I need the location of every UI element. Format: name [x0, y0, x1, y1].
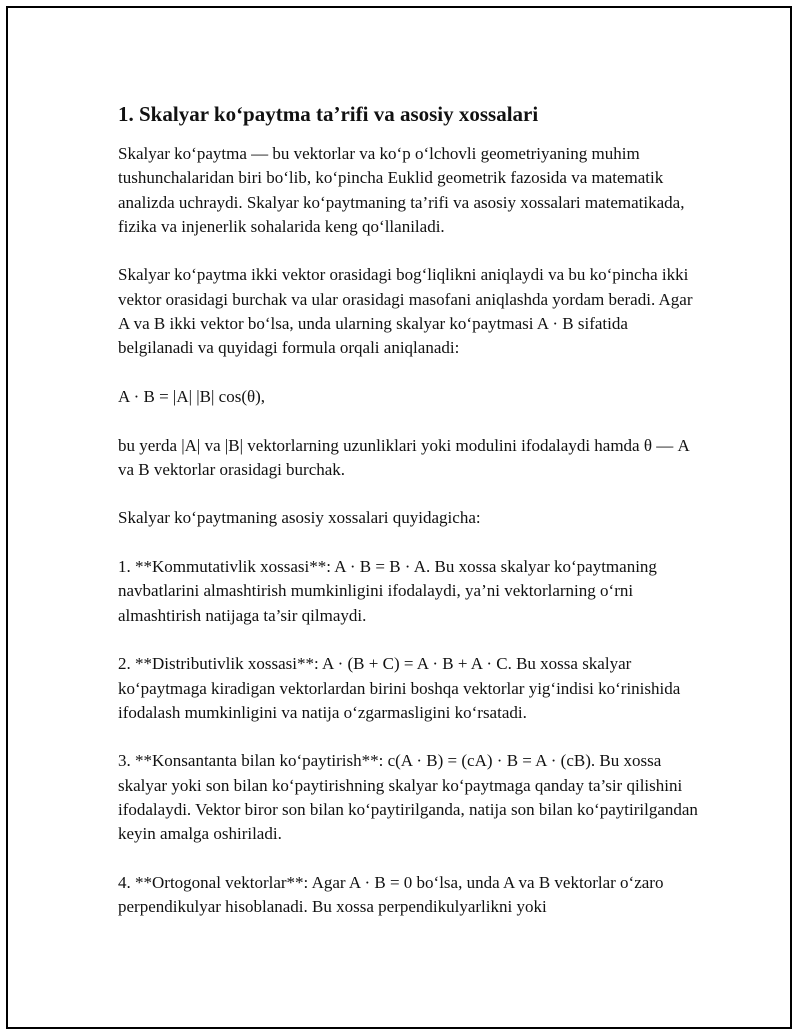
- paragraph-formula-explanation: bu yerda |A| va |B| vektorlarning uzunliklari yoki modulini ifodalaydi hamda θ — A va B vektorlar orasidagi burchak.: [118, 435, 689, 479]
- property-commutativity: 1. **Kommutativlik xossasi**: A · B = B · A. Bu xossa skalyar ko‘paytmaning navbatlarini almashtirish mumkinligini ifodalaydi, ya’ni vektorlarning o‘rni almashtirish natijaga ta’sir qilmaydi.: [118, 557, 657, 625]
- section-heading: 1. Skalyar ko‘paytma ta’rifi va asosiy xossalari: [118, 102, 539, 126]
- paragraph-intro: Skalyar ko‘paytma — bu vektorlar va ko‘p o‘lchovli geometriyaning muhim tushunchalaridan biri bo‘lib, ko‘pincha Euklid geometrik fazosida va matematik analizda uchraydi. Skalyar ko‘paytmaning ta’rifi va asosiy xossalari matematikada, fizika va injenerlik sohalarida keng qo‘llaniladi.: [118, 144, 685, 236]
- formula-line: A · B = |A| |B| cos(θ),: [118, 386, 266, 406]
- property-orthogonal-vectors: 4. **Ortogonal vektorlar**: Agar A · B = 0 bo‘lsa, unda A va B vektorlar o‘zaro perpendikulyar hisoblanadi. Bu xossa perpendikulyarlikni yoki: [118, 872, 664, 917]
- property-distributivity: 2. **Distributivlik xossasi**: A · (B + C) = A · B + A · C. Bu xossa skalyar ko‘paytmaga kiradigan vektorlardan birini boshqa vektorlar yig‘indisi ko‘rinishida ifodalash mumkinligini va natija o‘zgarmasligini ko‘rsatadi.: [118, 654, 681, 722]
- property-scalar-multiplication: 3. **Konsantanta bilan ko‘paytirish**: c(A · B) = (cA) · B = A · (cB). Bu xossa skalyar yoki son bilan ko‘paytirishning skalyar ko‘paytmaga qanday ta’sir qilishini ifodalaydi. Vektor biror son bilan ko‘paytirilganda, natija son bilan ko‘paytirilgandan keyin amalga oshiriladi.: [118, 751, 698, 844]
- paragraph-properties-intro: Skalyar ko‘paytmaning asosiy xossalari quyidagicha:: [118, 508, 481, 528]
- document-body: [118, 100, 698, 944]
- page-frame: [6, 6, 792, 1029]
- paragraph-definition: Skalyar ko‘paytma ikki vektor orasidagi bog‘liqlikni aniqlaydi va bu ko‘pincha ikki vektor orasidagi burchak va ular orasidagi masofani aniqlashda yordam beradi. Agar A va B ikki vektor bo‘lsa, unda ularning skalyar ko‘paytmasi A · B sifatida belgilanadi va quyidagi formula orqali aniqlanadi:: [118, 265, 693, 358]
